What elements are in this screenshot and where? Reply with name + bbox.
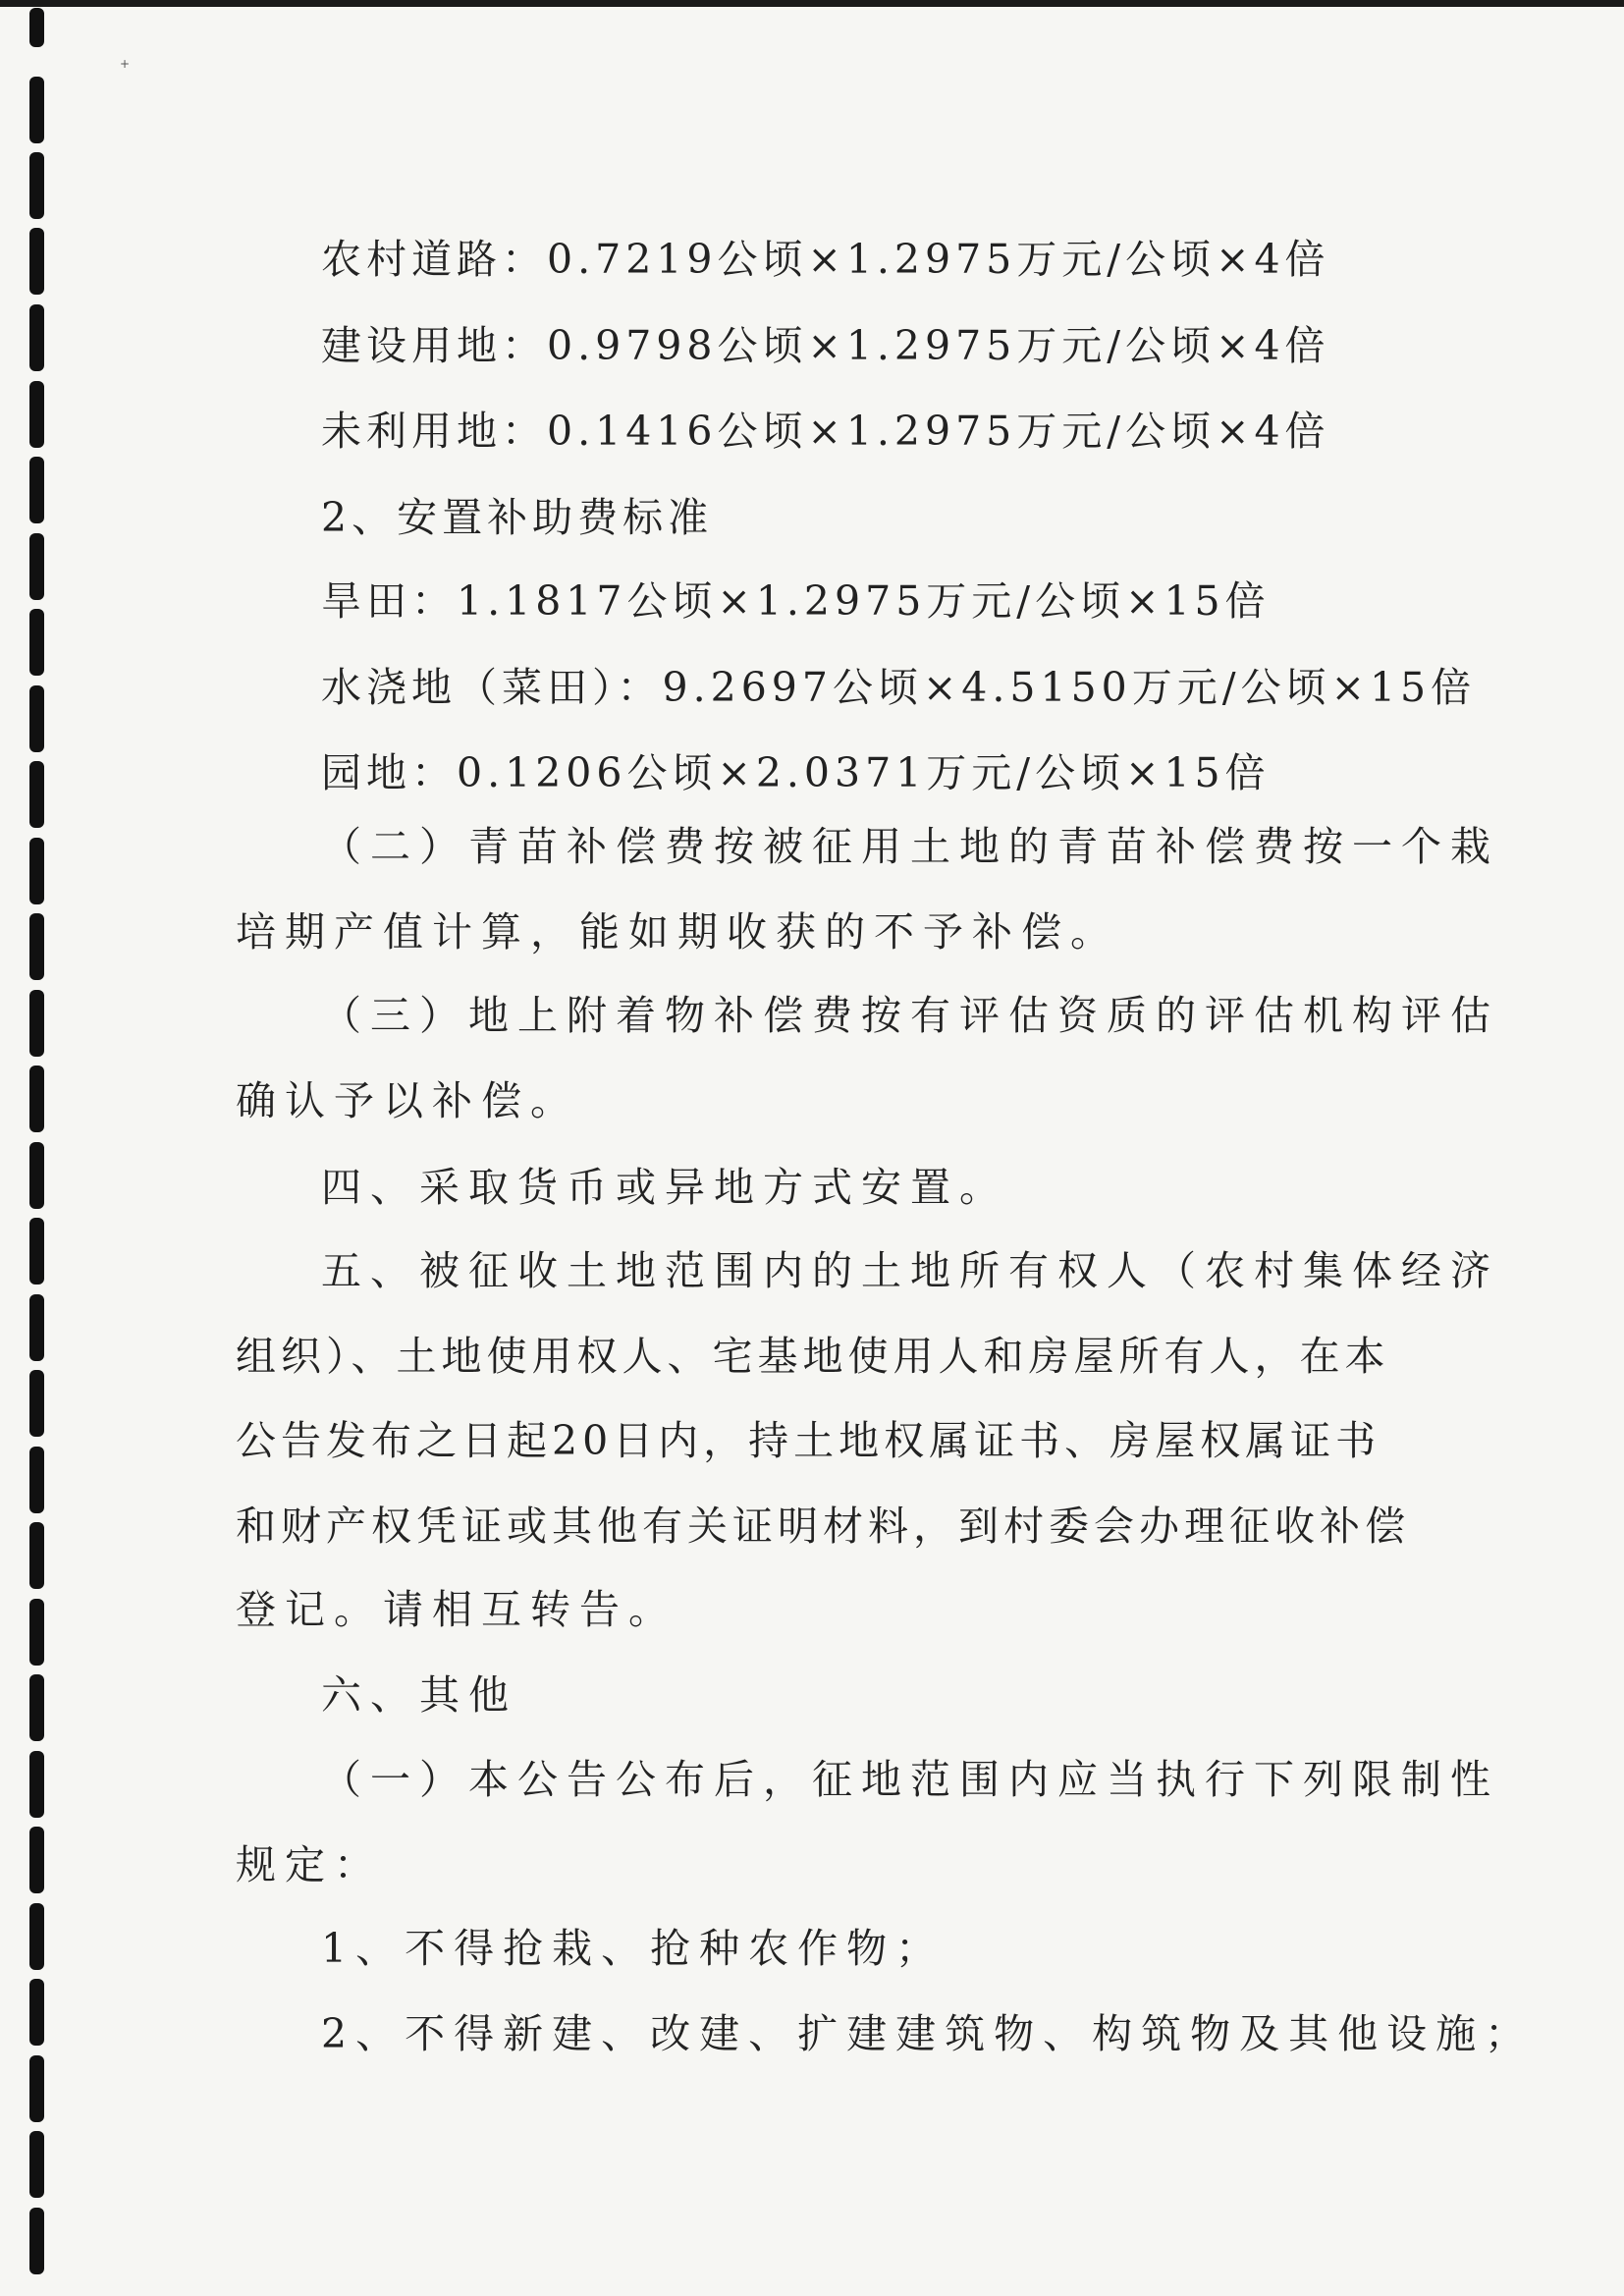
paragraph-line: 和财产权凭证或其他有关证明材料，到村委会办理征收补偿 (236, 1503, 1410, 1550)
paragraph-line: 培期产值计算，能如期收获的不予补偿。 (236, 908, 1119, 956)
text-line: 未利用地：0.1416公顷×1.2975万元/公顷×4倍 (321, 408, 1330, 455)
paragraph-line: 五、被征收土地范围内的土地所有权人（农村集体经济 (321, 1247, 1499, 1294)
list-item: 1、不得抢栽、抢种农作物； (321, 1925, 946, 1972)
paragraph-line: （一）本公告公布后，征地范围内应当执行下列限制性 (321, 1756, 1499, 1803)
text-line: 农村道路：0.7219公顷×1.2975万元/公顷×4倍 (321, 236, 1330, 283)
text-line: 水浇地（菜田）：9.2697公顷×4.5150万元/公顷×15倍 (321, 664, 1477, 711)
text-line: 园地：0.1206公顷×2.0371万元/公顷×15倍 (321, 749, 1271, 796)
scan-speck: + (120, 57, 131, 71)
text-line: 旱田：1.1817公顷×1.2975万元/公顷×15倍 (321, 577, 1271, 625)
paragraph-line: 组织）、土地使用权人、宅基地使用人和房屋所有人，在本 (236, 1333, 1390, 1380)
text-line: 建设用地：0.9798公顷×1.2975万元/公顷×4倍 (321, 322, 1330, 369)
list-item: 2、不得新建、改建、扩建建筑物、构筑物及其他设施； (321, 2010, 1535, 2057)
section-heading: 六、其他 (321, 1671, 517, 1719)
paragraph-line: 四、采取货币或异地方式安置。 (321, 1164, 1008, 1211)
paragraph-line: 公告发布之日起20日内，持土地权属证书、房屋权属证书 (236, 1417, 1381, 1464)
paragraph-line: 登记。请相互转告。 (236, 1586, 677, 1633)
paragraph-line: 确认予以补偿。 (236, 1077, 579, 1124)
paragraph-line: 规定： (236, 1841, 383, 1888)
paragraph-line: （二）青苗补偿费按被征用土地的青苗补偿费按一个栽 (321, 823, 1499, 870)
paragraph-line: （三）地上附着物补偿费按有评估资质的评估机构评估 (321, 992, 1499, 1039)
section-heading: 2、安置补助费标准 (321, 494, 714, 541)
